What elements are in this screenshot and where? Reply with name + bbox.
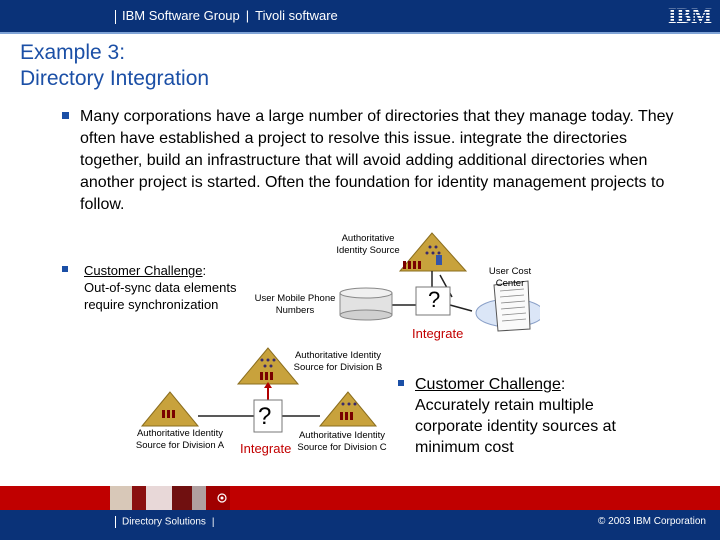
- challenge-2-head: Customer Challenge: [415, 376, 561, 393]
- footer-collage-icon: [0, 486, 720, 510]
- footer-left: [115, 516, 215, 528]
- challenge-bullet-1: [62, 262, 252, 313]
- header-group: IBM Software Group: [122, 8, 240, 23]
- division-b-label: Authoritative Identity Source for Division B: [293, 350, 383, 373]
- footer-image-strip: [0, 486, 720, 510]
- footer-left-text: Directory Solutions: [122, 516, 206, 528]
- main-bullet: [62, 106, 692, 216]
- division-c-pyramid-icon: [320, 392, 376, 426]
- auth-source-label: Authoritative Identity Source: [336, 233, 400, 256]
- integrate-label-1: Integrate: [412, 326, 464, 341]
- challenge-1-text: Customer Challenge: Out-of-sync data elements require synchronization: [84, 263, 237, 312]
- page-title: [20, 40, 209, 92]
- footer-pipe: |: [211, 516, 215, 528]
- question-mark-1: ?: [428, 287, 441, 312]
- header-separator: [115, 10, 116, 24]
- header-pipe: |: [245, 8, 250, 23]
- mobile-label: User Mobile Phone Numbers: [254, 293, 336, 316]
- bullet-square-icon: [62, 112, 69, 119]
- footer-separator: [115, 516, 116, 528]
- title-line-1: Example 3:: [20, 41, 126, 64]
- challenge-2-body: Accurately retain multiple corporate identity sources at minimum cost: [415, 397, 616, 456]
- main-bullet-text: Many corporations have a large number of directories that they manage today. They often have established a project to resolve this issue. integrate the directories together, build an infrastructure that will avoid adding additional directories when another project is started. Often the foundation for identity management projects to follow.: [80, 108, 674, 213]
- bullet-square-icon: [398, 380, 404, 386]
- challenge-bullet-2: [398, 374, 648, 458]
- challenge-2-text: Customer Challenge: Accurately retain multiple corporate identity sources at minimum cost: [415, 376, 616, 456]
- division-c-label: Authoritative Identity Source for Division C: [297, 430, 387, 453]
- footer-copyright: © 2003 IBM Corporation: [598, 516, 706, 527]
- division-b-pyramid-icon: [238, 348, 298, 384]
- integrate-label-2: Integrate: [240, 441, 292, 456]
- ibm-logo: [664, 4, 716, 26]
- division-a-pyramid-icon: [142, 392, 198, 426]
- division-a-label: Authoritative Identity Source for Division A: [135, 428, 225, 451]
- header-divider: [0, 32, 720, 34]
- ibm-logo-text: IBM: [668, 4, 712, 26]
- header-text: [115, 8, 338, 24]
- challenge-1-head: Customer Challenge: [84, 263, 203, 278]
- header-bar: [0, 0, 720, 32]
- title-line-2: Directory Integration: [20, 67, 210, 90]
- cost-center-label: User Cost Center: [488, 266, 532, 289]
- database-cylinder-icon: [340, 288, 392, 320]
- arrow-line: [450, 305, 472, 311]
- bullet-square-icon: [62, 266, 68, 272]
- header-product: Tivoli software: [255, 8, 338, 23]
- auth-source-pyramid-icon: [400, 233, 466, 271]
- question-mark-2: ?: [258, 403, 272, 430]
- challenge-1-body: Out-of-sync data elements require synchronization: [84, 280, 237, 312]
